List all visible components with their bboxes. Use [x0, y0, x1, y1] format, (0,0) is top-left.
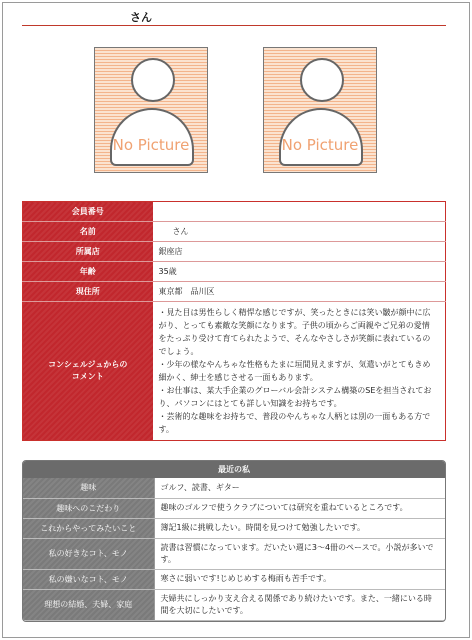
recent-me-panel — [22, 460, 446, 622]
concierge-comment — [153, 302, 446, 441]
table-row — [23, 242, 446, 262]
comment-label — [23, 302, 153, 441]
row-label: 趣味へのこだわり — [23, 498, 154, 518]
row-label: 年齢 — [23, 262, 153, 282]
no-picture-label: No Picture — [281, 136, 359, 154]
table-row — [23, 518, 445, 538]
profile-photo-1[interactable] — [94, 47, 208, 173]
table-row — [23, 282, 446, 302]
comment-line: す。 — [158, 425, 174, 434]
row-label: 現住所 — [23, 282, 153, 302]
comment-label-line: コンシェルジュからの — [48, 360, 128, 369]
row-value: 夫婦共にしっかり支え合える関係であり続けたいです。また、一緒にいる時間を大切にしたいです。 — [154, 589, 445, 620]
comment-line: ・見た目は男性らしく精悍な感じですが、笑ったときには笑い皺が顔中に広 — [158, 308, 431, 317]
profile-photo-2[interactable] — [263, 47, 377, 173]
row-value: 読書は習慣になっています。だいたい週に3～4冊のペースで。小説が多いです。 — [154, 538, 445, 569]
name-value: さん — [153, 222, 446, 242]
row-value: 簿記1級に挑戦したい。時間を見つけて勉強したいです。 — [154, 518, 445, 538]
profile-table — [22, 201, 446, 441]
table-row — [23, 222, 446, 242]
address-value: 東京都 品川区 — [153, 282, 446, 302]
table-row — [23, 262, 446, 282]
store-value: 銀座店 — [153, 242, 446, 262]
comment-line: ・お仕事は、某大手企業のグローバル会計システム構築のSEを担当されてお — [158, 386, 432, 395]
row-label: 私の嫌いなコト、モノ — [23, 569, 154, 589]
avatar-head-icon — [131, 58, 175, 102]
table-row — [23, 498, 445, 518]
row-label: これからやってみたいこと — [23, 518, 154, 538]
comment-line: り、パソコンにはとても詳しい知識をお持ちです。 — [158, 399, 342, 408]
row-value: 寒さに弱いです!じめじめする梅雨も苦手です。 — [154, 569, 445, 589]
comment-line: ・少年の様なやんちゃな性格もたまに垣間見えますが、気遣いがとてもきめ — [158, 360, 431, 369]
row-label: 所属店 — [23, 242, 153, 262]
row-label: 会員番号 — [23, 202, 153, 222]
comment-line: がり、とっても素敵な笑顔になります。子供の頃からご両親やご兄弟の愛情 — [158, 321, 430, 330]
recent-me-title: 最近の私 — [23, 461, 445, 478]
row-label: 理想の結婚、夫婦、家庭 — [23, 589, 154, 620]
table-row — [23, 202, 446, 222]
comment-line: ・芸術的な趣味をお持ちで、普段のやんちゃな人柄とは別の一面もある方で — [158, 412, 431, 421]
member-number-value — [153, 202, 446, 222]
comment-line: でしょう。 — [158, 347, 199, 356]
row-value: 趣味のゴルフで使うクラブについては研究を重ねているところです。 — [154, 498, 445, 518]
row-label: 名前 — [23, 222, 153, 242]
page-title: さん — [130, 11, 152, 24]
table-row — [23, 478, 445, 498]
table-row — [23, 302, 446, 441]
row-label: 趣味 — [23, 478, 154, 498]
comment-label-line: コメント — [71, 372, 104, 381]
comment-line: をたっぷり受けて育てられたようで、そんなやさしさが笑顔に表れているの — [158, 334, 431, 343]
no-picture-label: No Picture — [112, 136, 190, 154]
table-row — [23, 569, 445, 589]
avatar-head-icon — [300, 58, 344, 102]
title-bar — [22, 6, 446, 26]
age-value: 35歳 — [153, 262, 446, 282]
recent-me-table — [23, 478, 445, 621]
table-row — [23, 589, 445, 620]
table-row — [23, 538, 445, 569]
row-value: ゴルフ、読書、ギター — [154, 478, 445, 498]
row-label: 私の好きなコト、モノ — [23, 538, 154, 569]
comment-line: 細かく、紳士を感じさせる一面もあります。 — [158, 373, 318, 382]
